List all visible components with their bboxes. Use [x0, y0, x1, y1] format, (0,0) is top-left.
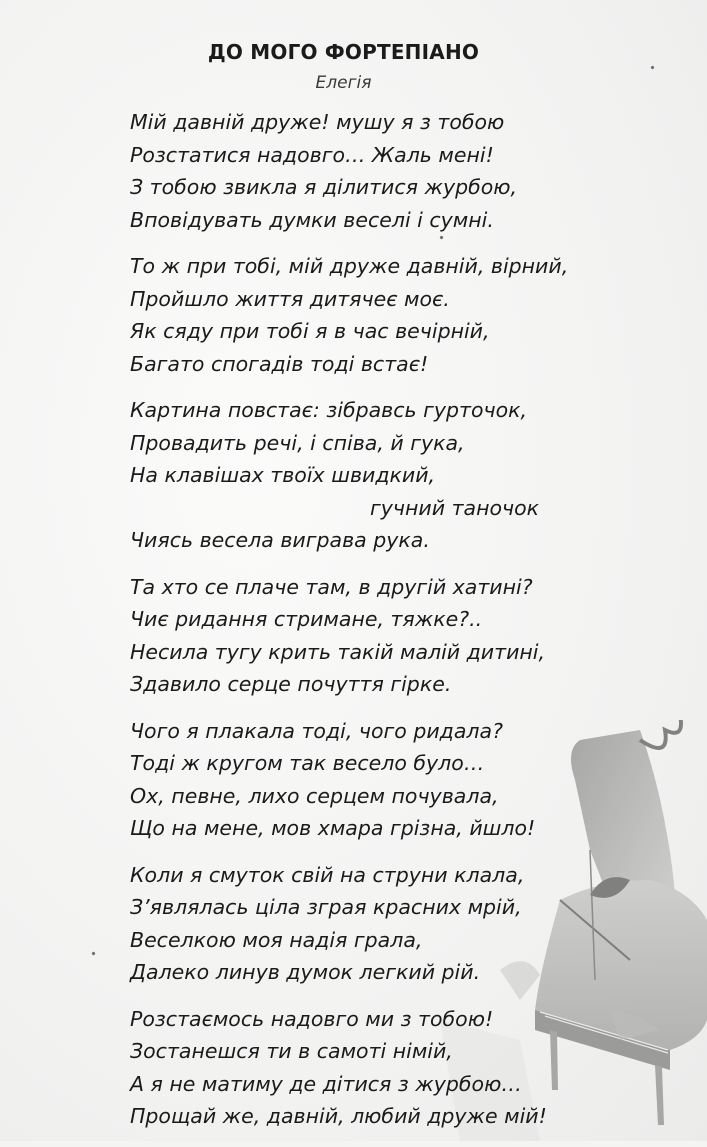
- poem-line: Як сяду при тобі я в час вечірній,: [130, 319, 490, 343]
- poem-line: Провадить речі, і співа, й гука,: [130, 430, 465, 455]
- poem-line: Картина повстає: зібравсь гурточок,: [130, 398, 528, 422]
- poem-line: Тоді ж кругом так весело було…: [130, 751, 485, 775]
- stanza-1: [130, 106, 690, 236]
- poem-line: Вповідувать думки веселі і сумні.: [130, 207, 494, 232]
- stanza-5: [130, 715, 690, 845]
- poem-body: [130, 106, 690, 1147]
- poem-line: Коли я смуток свій на струни клала,: [130, 862, 525, 887]
- poem-line: А я не матиму де дітися з журбою…: [130, 1071, 522, 1096]
- poem-line: гучний таночок: [370, 495, 540, 520]
- stanza-6: [130, 859, 690, 989]
- stanza-2: [130, 250, 690, 380]
- stanza-3: [130, 394, 690, 557]
- poem-line: То ж при тобі, мій друже давній, вірний,: [130, 254, 569, 278]
- poem-subtitle: Елегія: [315, 73, 372, 93]
- poem-line: Пройшло життя дитячеє моє.: [130, 286, 450, 311]
- poem-line: Прощай же, давній, любий друже мій!: [130, 1104, 547, 1128]
- poem-line: Розстаємось надовго ми з тобою!: [130, 1006, 494, 1031]
- stanza-4: [130, 571, 690, 701]
- poem-line: З тобою звикла я ділитися журбою,: [130, 175, 518, 199]
- poem-line: Що на мене, мов хмара грізна, йшло!: [130, 816, 536, 840]
- stanza-7: [130, 1003, 690, 1133]
- poem-line: Несила тугу крить такій малій дитині,: [130, 639, 546, 664]
- poem-line: Здавило серце почуття гірке.: [130, 672, 452, 696]
- poem-line: Чиє ридання стримане, тяжке?..: [130, 607, 483, 631]
- poem-line: Зостанешся ти в самоті німій,: [130, 1039, 453, 1063]
- poem-line: Далеко линув думок легкий рій.: [130, 960, 481, 984]
- poem-line: Мій давній друже! мушу я з тобою: [130, 110, 505, 134]
- poem-line: Веселкою моя надія грала,: [130, 927, 423, 952]
- poem-line: Ох, певне, лихо серцем почувала,: [130, 783, 499, 808]
- poem-line: Чого я плакала тоді, чого ридала?: [130, 718, 503, 743]
- poem-line: Розстатися надовго… Жаль мені!: [130, 142, 494, 167]
- poem-line: З’являлась ціла зграя красних мрій,: [130, 895, 522, 919]
- poem-title: ДО МОГО ФОРТЕПІАНО: [207, 40, 480, 64]
- poem-line: Та хто се плаче там, в другій хатині?: [130, 574, 533, 599]
- poem-line: Багато спогадів тоді встає!: [130, 351, 429, 376]
- poem-line: На клавішах твоїх швидкий,: [130, 463, 436, 487]
- poem-line: Чиясь весела вигрaва рука.: [130, 528, 430, 552]
